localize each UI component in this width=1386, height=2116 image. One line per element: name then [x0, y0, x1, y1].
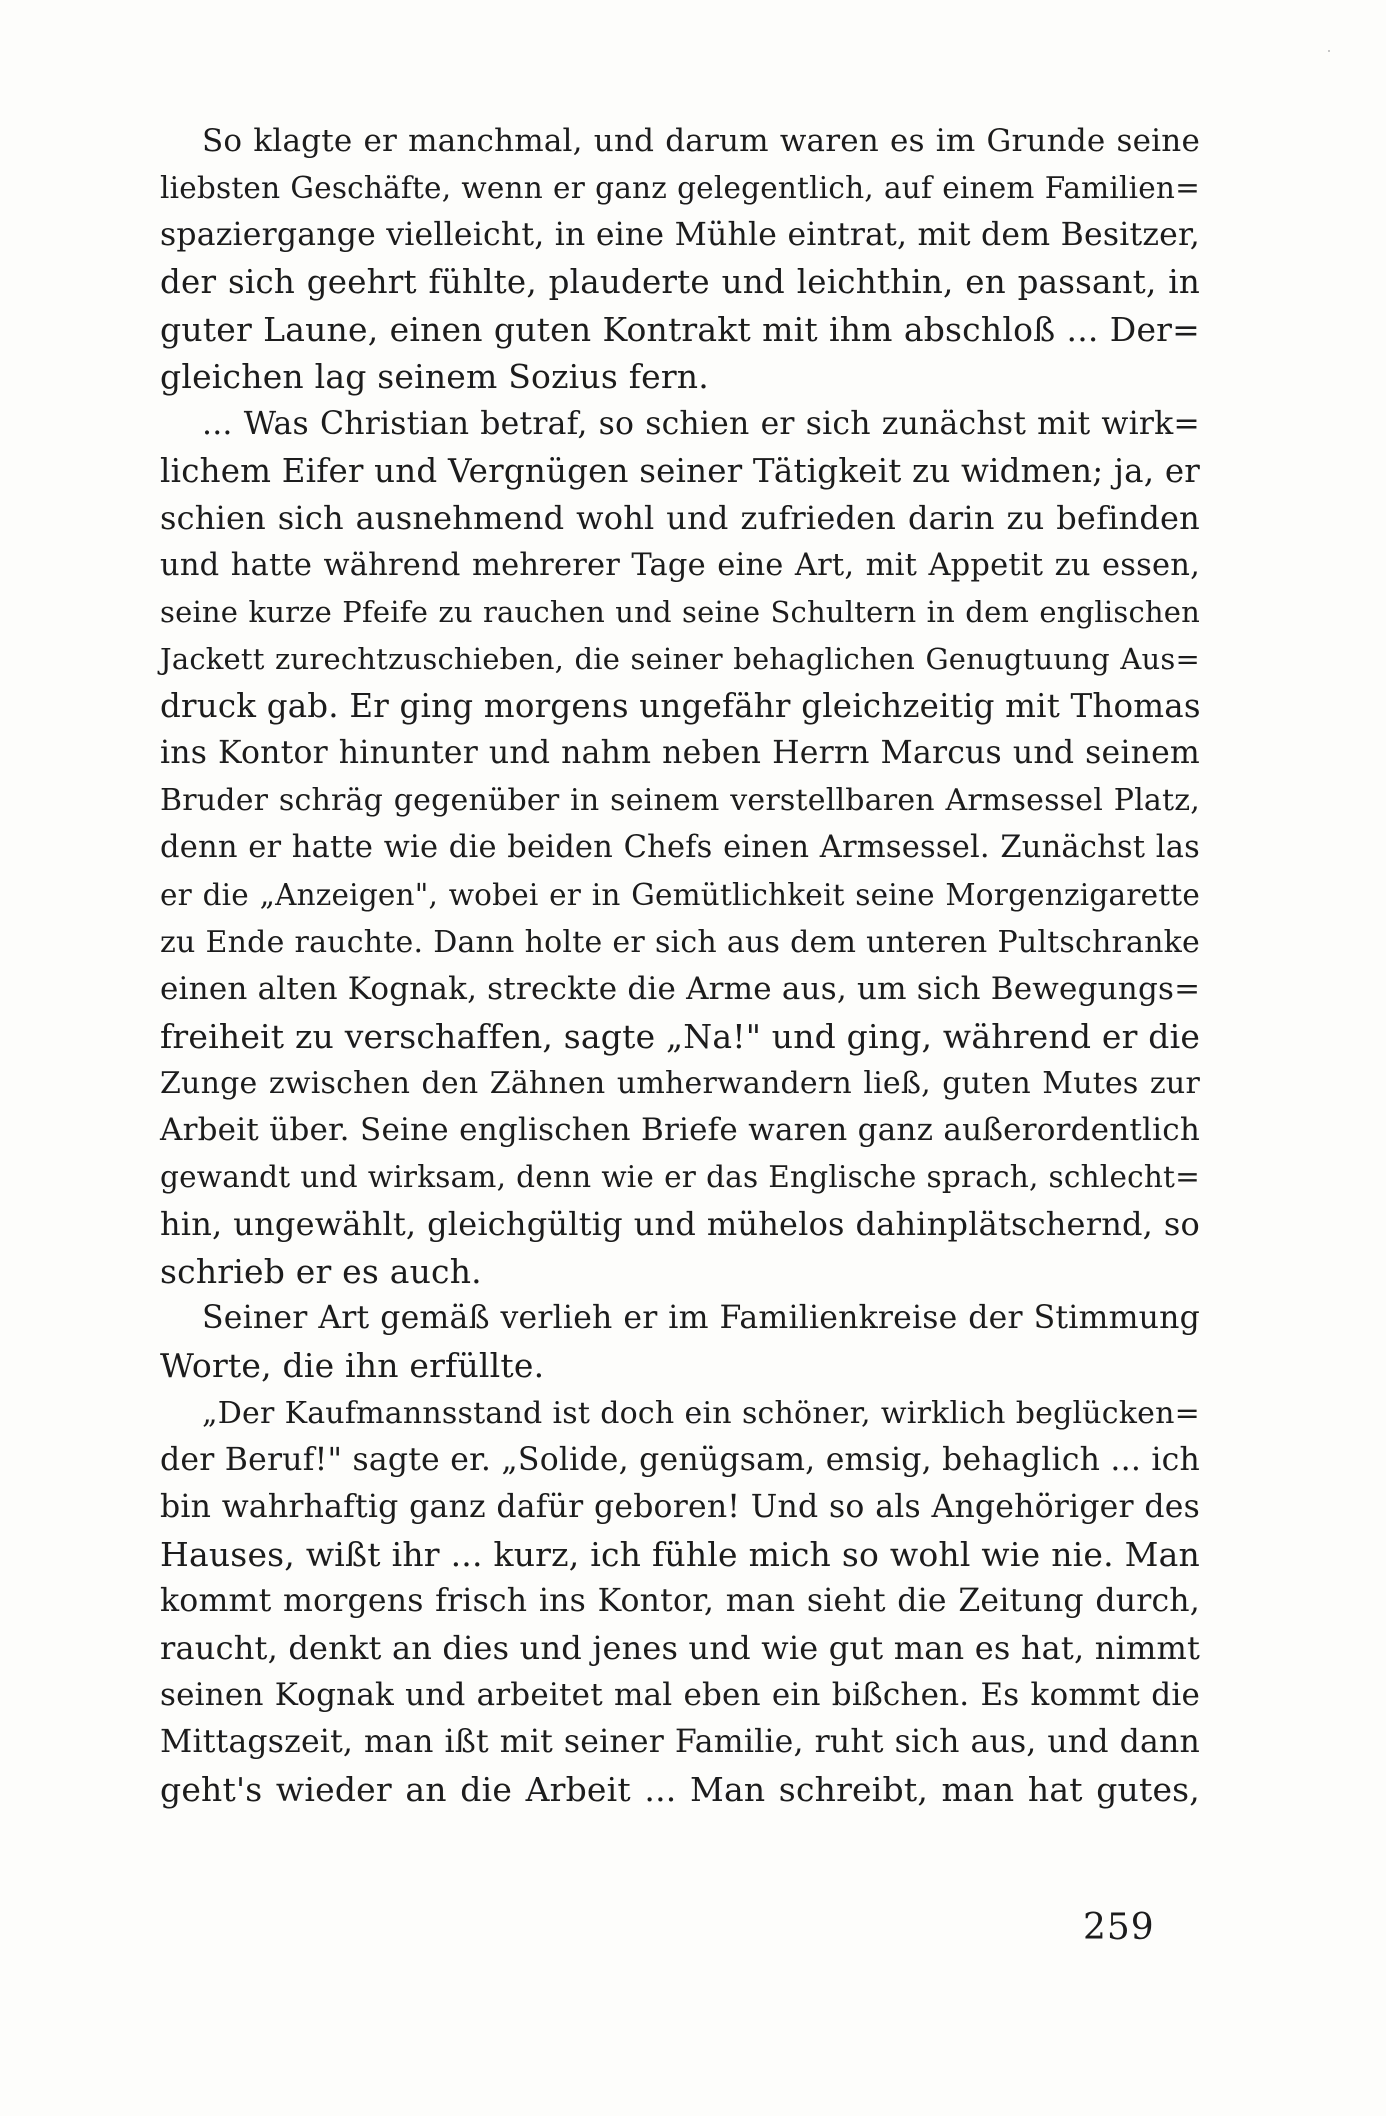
- text-line: der sich geehrt fühlte, plauderte und leichthin, en passant, in: [160, 263, 1200, 302]
- text-line: und hatte während mehrerer Tage eine Art, mit Appetit zu essen,: [160, 547, 1200, 583]
- text-line: Seiner Art gemäß verlieh er im Familienkreise der Stimmung: [202, 1300, 1200, 1337]
- text-line: Worte, die ihn erfüllte.: [160, 1346, 545, 1386]
- text-line: druck gab. Er ging morgens ungefähr gleichzeitig mit Thomas: [160, 687, 1201, 726]
- text-line: guter Laune, einen guten Kontrakt mit ihm abschloß ... Der=: [160, 310, 1200, 350]
- text-line: zu Ende rauchte. Dann holte er sich aus dem unteren Pultschranke: [160, 924, 1200, 960]
- text-line: schrieb er es auch.: [160, 1252, 482, 1292]
- text-line: ... Was Christian betraf, so schien er sich zunächst mit wirk=: [202, 405, 1200, 442]
- text-line: raucht, denkt an dies und jenes und wie gut man es hat, nimmt: [160, 1629, 1201, 1667]
- text-line: „Der Kaufmannsstand ist doch ein schöner, wirklich beglücken=: [202, 1395, 1200, 1431]
- text-line: spaziergange vielleicht, in eine Mühle eintrat, mit dem Besitzer,: [160, 217, 1200, 254]
- text-line: Jackett zurechtzuschieben, die seiner behaglichen Genugtuung Aus=: [160, 642, 1200, 677]
- text-line: ins Kontor hinunter und nahm neben Herrn Marcus und seinem: [160, 735, 1200, 772]
- text-line: seinen Kognak und arbeitet mal eben ein bißchen. Es kommt die: [160, 1677, 1200, 1714]
- text-line: bin wahrhaftig ganz dafür geboren! Und so als Angehöriger des: [160, 1488, 1200, 1525]
- text-line: freiheit zu verschaffen, sagte „Na!" und ging, während er die: [160, 1016, 1201, 1056]
- text-line: Mittagszeit, man ißt mit seiner Familie, ruht sich aus, und dann: [160, 1724, 1200, 1761]
- text-line: lichem Eifer und Vergnügen seiner Tätigkeit zu widmen; ja, er: [160, 451, 1200, 490]
- text-line: denn er hatte wie die beiden Chefs einen Armsessel. Zunächst las: [160, 830, 1200, 866]
- text-line: Bruder schräg gegenüber in seinem verstellbaren Armsessel Platz,: [160, 783, 1200, 819]
- text-line: Hauses, wißt ihr ... kurz, ich fühle mich so wohl wie nie. Man: [160, 1534, 1200, 1574]
- text-line: gleichen lag seinem Sozius fern.: [160, 357, 709, 397]
- text-line: gewandt und wirksam, denn wie er das Englische sprach, schlecht=: [160, 1160, 1200, 1195]
- text-line: geht's wieder an die Arbeit ... Man schreibt, man hat gutes,: [160, 1770, 1200, 1810]
- text-line: kommt morgens frisch ins Kontor, man sieht die Zeitung durch,: [160, 1582, 1200, 1619]
- text-line: hin, ungewählt, gleichgültig und mühelos dahinplätschernd, so: [160, 1205, 1200, 1244]
- text-line: schien sich ausnehmend wohl und zufrieden darin zu befinden: [160, 498, 1200, 537]
- text-line: Arbeit über. Seine englischen Briefe waren ganz außerordentlich: [160, 1111, 1200, 1148]
- body-text: [160, 118, 1200, 1813]
- text-line: seine kurze Pfeife zu rauchen und seine Schultern in dem englischen: [160, 594, 1200, 629]
- text-line: Zunge zwischen den Zähnen umherwandern ließ, guten Mutes zur: [160, 1065, 1200, 1101]
- text-line: er die „Anzeigen", wobei er in Gemütlichkeit seine Morgenzigarette: [160, 877, 1200, 912]
- page-number: 259: [1083, 1907, 1155, 1948]
- text-line: einen alten Kognak, streckte die Arme aus, um sich Bewegungs=: [160, 970, 1201, 1007]
- text-line: der Beruf!" sagte er. „Solide, genügsam, emsig, behaglich ... ich: [160, 1441, 1200, 1478]
- text-line: So klagte er manchmal, und darum waren es im Grunde seine: [202, 123, 1200, 159]
- text-line: liebsten Geschäfte, wenn er ganz gelegentlich, auf einem Familien=: [160, 171, 1200, 206]
- paper-speck: [1328, 50, 1330, 52]
